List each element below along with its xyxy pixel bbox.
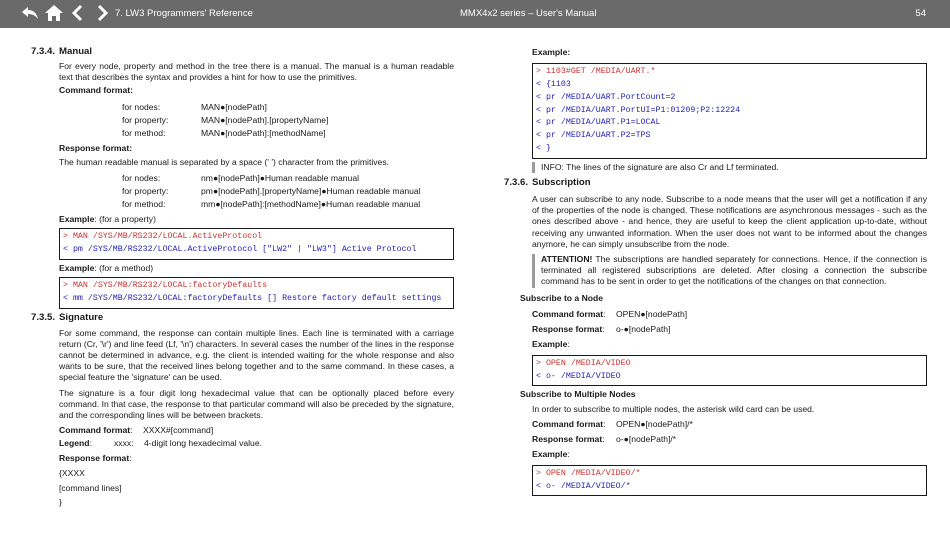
subsection-heading: Subscribe to a Node [520, 292, 604, 303]
response-format-label: Response format [532, 433, 603, 444]
code-block-subscribe-multi [532, 465, 927, 497]
label-colon: : [602, 323, 605, 334]
section-number: 7.3.6. [504, 176, 529, 188]
example-label: Example [59, 262, 95, 273]
response-format-text: The human readable manual is separated by a space (' ') character from the primitives. [59, 156, 389, 167]
code-line-response: < } [536, 143, 551, 153]
example-property-label [59, 214, 454, 225]
code-line-response: < pm /SYS/MB/RS232/LOCAL.ActiveProtocol ["LW2" | "LW3"] Active Protocol [63, 245, 417, 255]
code-line-request: > MAN /SYS/MB/RS232/LOCAL:factoryDefaults [63, 281, 268, 291]
attention-text: The subscriptions are handled separately for connections. Hence, if the connection is terminated all registered subscriptions are deleted. After closing a connection the subscribe command has to be sent in order to get the notifications of the changes on that connection. [541, 254, 927, 287]
command-format-label-group [532, 417, 616, 432]
home-icon[interactable] [44, 3, 64, 23]
info-note: INFO: The lines of the signature are also Cr and Lf terminated. [532, 162, 927, 173]
response-format-label: Response format: [59, 142, 133, 153]
back-arrow-icon[interactable] [20, 3, 40, 23]
manual-command-rows [59, 101, 454, 140]
multi-intro-text: In order to subscribe to multiple nodes, the asterisk wild card can be used. [532, 403, 815, 414]
code-line-response: < o- /MEDIA/VIDEO/* [536, 481, 631, 491]
format-row-key: for nodes: [122, 101, 161, 112]
command-format-label: Command format [59, 425, 131, 436]
section-heading-manual [31, 46, 454, 58]
subsection-heading: Subscribe to Multiple Nodes [520, 389, 636, 400]
code-block-manual-property [59, 228, 454, 260]
label-colon: : [567, 338, 570, 349]
subscribe-multi-body [532, 404, 927, 497]
legend-label-group [59, 437, 114, 450]
section-heading-subscription [504, 177, 927, 189]
code-block-subscribe-node [532, 355, 927, 387]
response-line: {XXXX [59, 468, 85, 479]
command-format-value: XXXX#[command] [143, 425, 214, 436]
format-row [122, 127, 454, 140]
format-row-key: for nodes: [122, 173, 161, 184]
section-heading-signature [31, 312, 454, 324]
subscribe-node-block [520, 293, 927, 304]
response-format-label: Response format [532, 323, 603, 334]
format-row-value: pm●[nodePath].[propertyName]●Human readable manual [201, 186, 421, 197]
attention-note [532, 254, 927, 288]
code-line-request: > OPEN /MEDIA/VIDEO [536, 358, 631, 368]
code-line-response: < pr /MEDIA/UART.P1=LOCAL [536, 118, 661, 128]
code-line-response: < {1103 [536, 80, 571, 89]
node-command-format [532, 307, 927, 322]
code-line-response: < o- /MEDIA/VIDEO [536, 371, 621, 381]
section-number: 7.3.4. [31, 46, 56, 57]
command-format-value: OPEN●[nodePath] [616, 308, 688, 319]
format-row-value: MAN●[nodePath]:[methodName] [201, 127, 326, 138]
format-row-value: mm●[nodePath]:[methodName]●Human readable manual [201, 199, 421, 210]
manual-section-body [59, 61, 454, 309]
example-label: Example: [532, 47, 571, 57]
multi-response-format [532, 432, 927, 447]
signature-paragraph-2: The signature is a four digit long hexadecimal value that can be optionally placed before every command. In that case, the response to that particular command will also be preceded by the signature, and the corresponding lines will be between brackets. [59, 387, 454, 421]
format-row-value: MAN●[nodePath].[propertyName] [201, 114, 329, 125]
code-line-request: > MAN /SYS/MB/RS232/LOCAL.ActiveProtocol [63, 232, 263, 242]
response-format-value: o-●[nodePath]/* [616, 433, 677, 444]
format-row-key: for method: [122, 127, 166, 138]
format-row [122, 101, 454, 114]
response-format-value: o-●[nodePath] [616, 323, 671, 334]
section-number: 7.3.5. [31, 311, 56, 323]
section-title: Manual [59, 46, 93, 57]
format-row-key: for method: [122, 199, 166, 210]
legend-key: xxxx: [114, 438, 134, 449]
signature-response-lines [59, 466, 454, 510]
example-label: Example [532, 338, 568, 349]
signature-example [532, 47, 927, 173]
signature-command-format [59, 424, 454, 437]
example-suffix: : (for a method) [94, 262, 154, 273]
label-colon: : [129, 453, 132, 464]
example-label: Example [532, 448, 568, 459]
response-line: [command lines] [59, 482, 122, 493]
format-row [122, 185, 454, 198]
example-method-label [59, 263, 454, 274]
response-format-label: Response format [59, 453, 130, 464]
subscribe-multi-block [520, 389, 927, 400]
subscription-section-body [532, 194, 927, 288]
command-format-label-group [59, 424, 143, 437]
format-row-key: for property: [122, 114, 169, 125]
left-column [31, 44, 454, 510]
section-title: Subscription [532, 176, 591, 188]
chevron-right-icon[interactable] [92, 3, 112, 23]
signature-paragraph-1: For some command, the response can contain multiple lines. Each line is terminated with a carriage return (Cr, '\r') and line feed (Lf, '\n') characters. In several cases the number of the lines in the response cannot be determined in advance, e.g. the client is intended waiting for the whole response and also wants to be sure, that the received lines belong together and to the same command. In these cases, a special feature the 'signature' can be used. [59, 327, 454, 383]
code-line-request: > OPEN /MEDIA/VIDEO/* [536, 468, 641, 478]
format-row-value: nm●[nodePath]●Human readable manual [201, 173, 360, 184]
response-format-label-group [532, 322, 616, 337]
legend-value: 4-digit long hexadecimal value. [144, 438, 262, 449]
multi-command-format [532, 417, 927, 432]
document-title: MMX4x2 series – User's Manual [460, 8, 597, 19]
code-line-response: < mm /SYS/MB/RS232/LOCAL:factoryDefaults [] Restore factory default settings [63, 293, 442, 303]
signature-response-format-label [59, 452, 454, 465]
format-row [122, 172, 454, 185]
signature-section-body [59, 328, 454, 510]
chevron-left-icon[interactable] [68, 3, 88, 23]
command-format-label: Command format: [59, 85, 134, 96]
multi-example-label [532, 447, 927, 462]
subscription-paragraph: A user can subscribe to any node. Subscribe to a node means that the user will get a notification if any of the properties of the node is changed. These notifications are asynchronous messages - such as the ones described above - and hence, they are useful to keep the client application up-to-date, without receiving any unwanted information. When the user does not want to be informed about the changes anymore, he can simply unsubscribe from the node. [532, 193, 927, 249]
code-line-response: < pr /MEDIA/UART.PortUI=P1:01209;P2:12224 [536, 105, 741, 115]
command-format-label: Command format [532, 308, 604, 319]
label-colon: : [603, 308, 606, 319]
manual-intro-paragraph: For every node, property and method in the tree there is a manual. The manual is a human readable text that describes the syntax and provides a hint for how to use the primitives. [59, 61, 454, 83]
label-colon: : [603, 418, 606, 429]
code-line-request: > 1103#GET /MEDIA/UART.* [536, 67, 656, 77]
chapter-title[interactable]: 7. LW3 Programmers' Reference [115, 8, 253, 19]
label-colon: : [602, 433, 605, 444]
example-suffix: : (for a property) [94, 214, 156, 225]
right-column [504, 44, 927, 499]
section-title: Signature [59, 311, 104, 323]
command-format-label-group [532, 307, 616, 322]
subscribe-node-body [532, 307, 927, 387]
node-response-format [532, 322, 927, 337]
label-colon: : [89, 438, 92, 449]
format-row [122, 114, 454, 127]
manual-response-rows [59, 172, 454, 211]
top-navigation-bar [0, 0, 950, 28]
format-row-value: MAN●[nodePath] [201, 101, 267, 112]
label-colon: : [567, 448, 570, 459]
legend-label: Legend [59, 438, 90, 449]
response-line: } [59, 497, 62, 508]
nav-icon-group [20, 3, 112, 23]
command-format-value: OPEN●[nodePath]/* [616, 418, 693, 429]
code-line-response: < pr /MEDIA/UART.P2=TPS [536, 131, 651, 141]
page-number: 54 [915, 8, 926, 19]
command-format-label: Command format [532, 418, 604, 429]
code-block-signature [532, 63, 927, 159]
label-colon: : [130, 425, 133, 436]
response-format-label-group [532, 432, 616, 447]
signature-legend [59, 437, 454, 450]
code-block-manual-method [59, 277, 454, 309]
format-row-key: for property: [122, 186, 169, 197]
node-example-label [532, 337, 927, 352]
code-line-response: < pr /MEDIA/UART.PortCount=2 [536, 92, 676, 102]
format-row [122, 198, 454, 211]
attention-label: ATTENTION! [541, 254, 593, 264]
example-label: Example [59, 214, 95, 225]
